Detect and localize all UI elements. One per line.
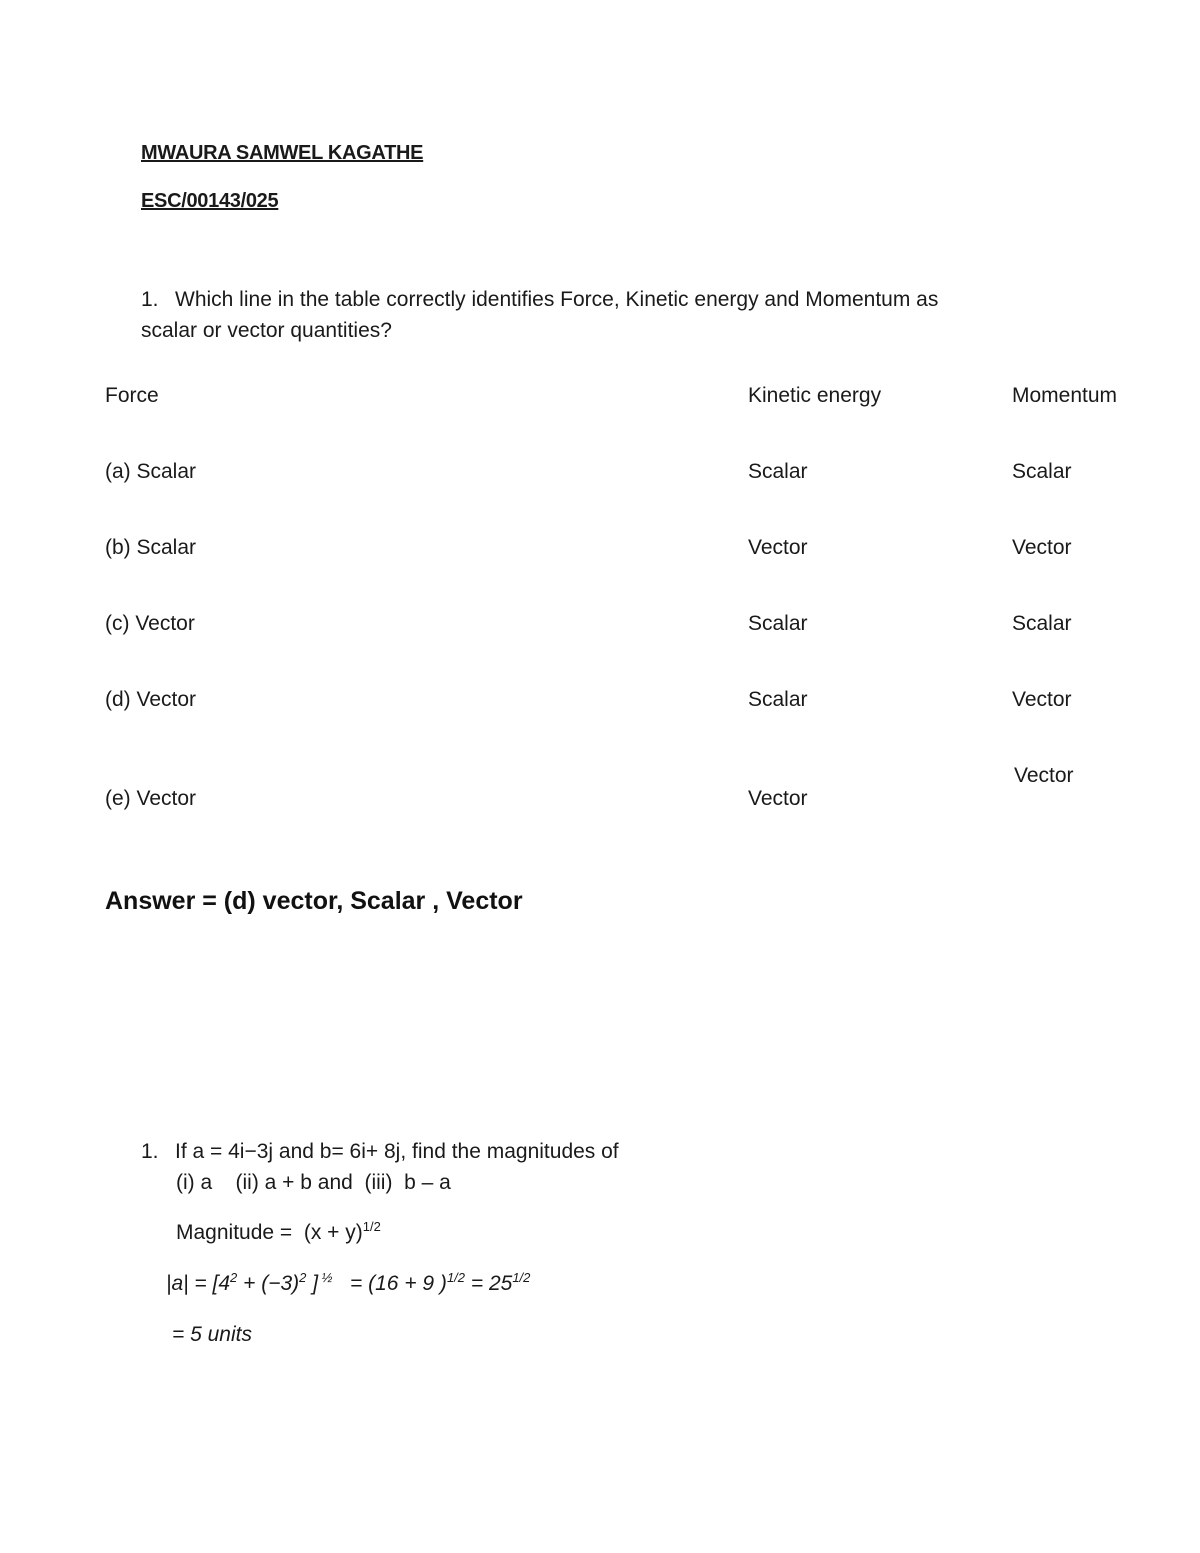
table-header-force: Force	[105, 384, 159, 407]
table-cell-force-a: (a) Scalar	[105, 460, 197, 483]
question-2-line-1	[141, 1140, 619, 1164]
calc-part-5: = 25	[465, 1272, 513, 1295]
question-1-line-1	[141, 288, 938, 312]
table-cell-momentum-e: Vector	[1014, 764, 1074, 787]
calc-part-4: = (16 + 9 )	[332, 1272, 447, 1295]
calc-part-2: + (−3)	[237, 1272, 300, 1295]
magnitude-formula-text: Magnitude = (x + y)	[176, 1221, 363, 1244]
table-cell-kinetic-c: Scalar	[748, 612, 808, 635]
table-cell-momentum-a: Scalar	[1012, 460, 1072, 483]
answer-1: Answer = (d) vector, Scalar , Vector	[105, 887, 523, 915]
registration-number: ESC/00143/025	[141, 190, 279, 212]
question-1-number: 1.	[141, 288, 159, 311]
calc-sup-2: 2	[299, 1270, 307, 1285]
table-cell-momentum-b: Vector	[1012, 536, 1072, 559]
table-cell-force-d: (d) Vector	[105, 688, 197, 711]
magnitude-a-result: = 5 units	[172, 1323, 252, 1346]
table-header-momentum: Momentum	[1012, 384, 1118, 407]
question-1-text: Which line in the table correctly identifies Force, Kinetic energy and Momentum as	[175, 288, 939, 311]
magnitude-formula	[176, 1221, 381, 1245]
table-cell-kinetic-a: Scalar	[748, 460, 808, 483]
table-cell-momentum-d: Vector	[1012, 688, 1072, 711]
student-name: MWAURA SAMWEL KAGATHE	[141, 142, 424, 164]
calc-sup-5: 1/2	[512, 1270, 531, 1285]
calc-sup-4: 1/2	[446, 1270, 466, 1285]
table-header-kinetic-energy: Kinetic energy	[748, 384, 882, 407]
table-cell-momentum-c: Scalar	[1012, 612, 1072, 635]
calc-sup-3: ½	[318, 1270, 333, 1285]
table-cell-kinetic-b: Vector	[748, 536, 808, 559]
question-2-text: If a = 4i−3j and b= 6i+ 8j, find the magnitudes of	[175, 1140, 619, 1163]
calc-sup-1: 2	[230, 1270, 238, 1285]
table-cell-kinetic-d: Scalar	[748, 688, 808, 711]
question-2-line-2: (i) a (ii) a + b and (iii) b – a	[176, 1171, 451, 1194]
table-cell-force-b: (b) Scalar	[105, 536, 197, 559]
table-cell-force-c: (c) Vector	[105, 612, 195, 635]
calc-part-3: ]	[306, 1272, 319, 1295]
magnitude-formula-exponent: 1/2	[362, 1219, 381, 1234]
question-1-line-2: scalar or vector quantities?	[141, 319, 392, 342]
magnitude-a-calculation	[166, 1272, 530, 1296]
table-cell-force-e: (e) Vector	[105, 787, 197, 810]
table-cell-kinetic-e: Vector	[748, 787, 808, 810]
question-2-number: 1.	[141, 1140, 159, 1163]
calc-part-1: |a| = [4	[166, 1272, 231, 1295]
